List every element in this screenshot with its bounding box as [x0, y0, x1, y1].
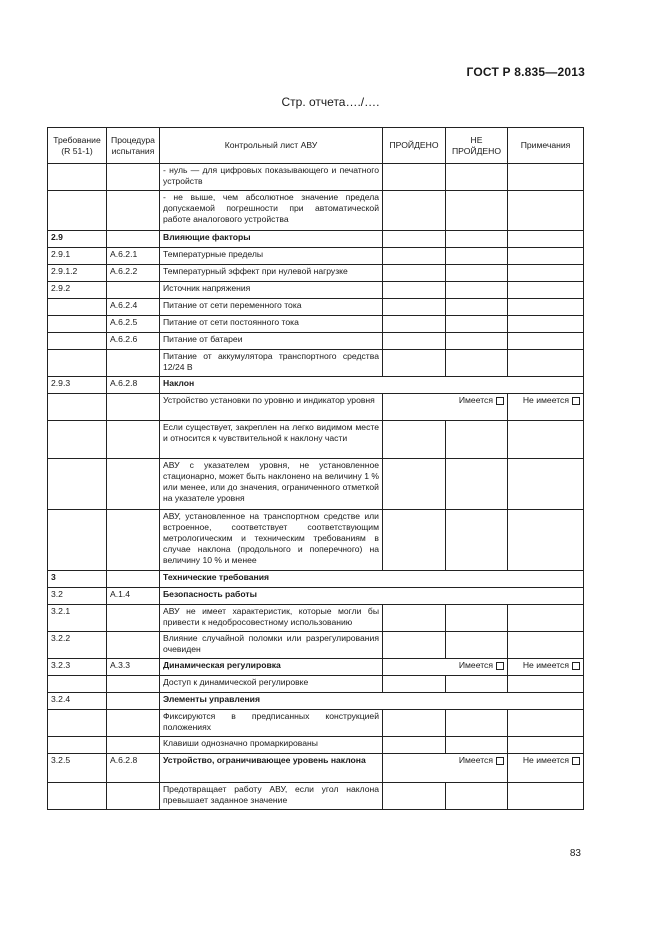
proc-cell — [107, 164, 160, 191]
proc-cell: A.6.2.8 — [107, 754, 160, 783]
req-cell: 3.2.1 — [48, 605, 107, 632]
col-failed: НЕ ПРОЙДЕНО — [446, 128, 508, 164]
req-cell — [48, 191, 107, 231]
proc-cell — [107, 231, 160, 248]
passed-cell[interactable] — [383, 191, 446, 231]
notes-cell[interactable] — [508, 316, 584, 333]
notes-cell[interactable] — [508, 265, 584, 282]
notes-cell[interactable] — [508, 510, 584, 571]
passed-cell[interactable] — [383, 783, 446, 810]
checklist-item: Источник напряжения — [160, 282, 383, 299]
req-cell — [48, 783, 107, 810]
failed-cell[interactable] — [446, 164, 508, 191]
checklist-item: Предотвращает работу АВУ, если угол наклона превышает заданное значение — [160, 783, 383, 810]
req-cell: 2.9 — [48, 231, 107, 248]
notes-cell[interactable] — [508, 421, 584, 459]
proc-cell — [107, 737, 160, 754]
absent-option[interactable] — [508, 754, 584, 783]
checklist-item: Питание от аккумулятора транспортного средства 12/24 В — [160, 350, 383, 377]
proc-cell — [107, 710, 160, 737]
passed-cell[interactable] — [383, 605, 446, 632]
failed-cell[interactable] — [446, 421, 508, 459]
failed-cell[interactable] — [446, 737, 508, 754]
table-row — [48, 693, 584, 710]
notes-cell[interactable] — [508, 333, 584, 350]
notes-cell[interactable] — [508, 632, 584, 659]
checklist-item: Устройство установки по уровню и индикатор уровня — [160, 394, 383, 421]
absent-label: Не имеется — [522, 660, 569, 670]
failed-cell[interactable] — [446, 510, 508, 571]
failed-cell[interactable] — [446, 459, 508, 510]
req-cell — [48, 394, 107, 421]
proc-cell — [107, 693, 160, 710]
table-row — [48, 333, 584, 350]
checkbox-icon[interactable] — [496, 662, 504, 670]
notes-cell[interactable] — [508, 282, 584, 299]
absent-option[interactable] — [508, 394, 584, 421]
proc-cell: A.6.2.1 — [107, 248, 160, 265]
req-cell: 2.9.1.2 — [48, 265, 107, 282]
table-row — [48, 459, 584, 510]
req-cell: 3 — [48, 571, 107, 588]
req-cell: 3.2.3 — [48, 659, 107, 676]
table-row — [48, 191, 584, 231]
table-row — [48, 265, 584, 282]
notes-cell[interactable] — [508, 299, 584, 316]
report-page-counter: Стр. отчета…./…. — [281, 95, 380, 109]
checklist-item: Питание от батареи — [160, 333, 383, 350]
notes-cell[interactable] — [508, 737, 584, 754]
table-row — [48, 164, 584, 191]
proc-cell: A.6.2.8 — [107, 377, 160, 394]
present-option[interactable] — [383, 394, 508, 421]
notes-cell[interactable] — [508, 164, 584, 191]
table-row — [48, 676, 584, 693]
checklist-item: Фиксируются в предписанных конструкцией положениях — [160, 710, 383, 737]
table-row — [48, 231, 584, 248]
passed-cell[interactable] — [383, 676, 446, 693]
table-row — [48, 299, 584, 316]
failed-cell[interactable] — [446, 248, 508, 265]
table-row — [48, 754, 584, 783]
proc-cell — [107, 783, 160, 810]
passed-cell[interactable] — [383, 459, 446, 510]
checklist-item: - нуль — для цифровых показывающего и печатного устройств — [160, 164, 383, 191]
checklist-item: Температурный эффект при нулевой нагрузке — [160, 265, 383, 282]
req-cell — [48, 316, 107, 333]
table-row — [48, 394, 584, 421]
absent-label: Не имеется — [522, 395, 569, 405]
passed-cell[interactable] — [383, 316, 446, 333]
passed-cell[interactable] — [383, 299, 446, 316]
notes-cell[interactable] — [508, 191, 584, 231]
passed-cell[interactable] — [383, 737, 446, 754]
table-row — [48, 783, 584, 810]
checklist-item: Температурные пределы — [160, 248, 383, 265]
checklist-item: - не выше, чем абсолютное значение предела допускаемой погрешности при автоматической работе аналогового устройства — [160, 191, 383, 231]
notes-cell[interactable] — [508, 783, 584, 810]
passed-cell[interactable] — [383, 282, 446, 299]
failed-cell[interactable] — [446, 350, 508, 377]
checklist-item: Влияние случайной поломки или разрегулирования очевиден — [160, 632, 383, 659]
failed-cell[interactable] — [446, 710, 508, 737]
table-row — [48, 316, 584, 333]
table-row — [48, 421, 584, 459]
proc-cell — [107, 510, 160, 571]
passed-cell[interactable] — [383, 231, 446, 248]
table-row — [48, 588, 584, 605]
table-row — [48, 282, 584, 299]
req-cell — [48, 164, 107, 191]
req-cell: 2.9.1 — [48, 248, 107, 265]
notes-cell[interactable] — [508, 676, 584, 693]
req-cell — [48, 350, 107, 377]
proc-cell — [107, 282, 160, 299]
col-procedure: Процедура испытания — [107, 128, 160, 164]
checkbox-icon[interactable] — [496, 397, 504, 405]
checklist-section: Элементы управления — [160, 693, 584, 710]
table-row — [48, 510, 584, 571]
table-header-row — [48, 128, 584, 164]
notes-cell[interactable] — [508, 248, 584, 265]
failed-cell[interactable] — [446, 605, 508, 632]
table-row — [48, 248, 584, 265]
req-cell: 3.2.5 — [48, 754, 107, 783]
page-number: 83 — [569, 848, 581, 859]
checkbox-icon[interactable] — [572, 757, 580, 765]
proc-cell — [107, 394, 160, 421]
notes-cell[interactable] — [508, 231, 584, 248]
passed-cell[interactable] — [383, 632, 446, 659]
passed-cell[interactable] — [383, 510, 446, 571]
req-cell — [48, 737, 107, 754]
checklist-section: Наклон — [160, 377, 584, 394]
passed-cell[interactable] — [383, 248, 446, 265]
notes-cell[interactable] — [508, 459, 584, 510]
table-row — [48, 377, 584, 394]
proc-cell — [107, 191, 160, 231]
table-row — [48, 571, 584, 588]
req-cell: 3.2.4 — [48, 693, 107, 710]
proc-cell: A.6.2.6 — [107, 333, 160, 350]
failed-cell[interactable] — [446, 191, 508, 231]
checklist-section: Динамическая регулировка — [160, 659, 383, 676]
checklist-table — [47, 127, 584, 810]
proc-cell: A.3.3 — [107, 659, 160, 676]
col-checklist: Контрольный лист АВУ — [160, 128, 383, 164]
proc-cell — [107, 605, 160, 632]
req-cell — [48, 299, 107, 316]
col-passed: ПРОЙДЕНО — [383, 128, 446, 164]
absent-option[interactable] — [508, 659, 584, 676]
table-row — [48, 350, 584, 377]
req-cell: 2.9.2 — [48, 282, 107, 299]
checklist-item: АВУ не имеет характеристик, которые могли бы привести к недобросовестному использованию — [160, 605, 383, 632]
passed-cell[interactable] — [383, 164, 446, 191]
checklist-section: Технические требования — [160, 571, 584, 588]
proc-cell: A.1.4 — [107, 588, 160, 605]
req-cell — [48, 676, 107, 693]
notes-cell[interactable] — [508, 350, 584, 377]
req-cell: 3.2 — [48, 588, 107, 605]
req-cell — [48, 510, 107, 571]
checklist-item: Клавиши однозначно промаркированы — [160, 737, 383, 754]
passed-cell[interactable] — [383, 710, 446, 737]
checklist-item: Питание от сети переменного тока — [160, 299, 383, 316]
present-label: Имеется — [458, 755, 493, 765]
table-row — [48, 737, 584, 754]
proc-cell — [107, 421, 160, 459]
checklist-section: Влияющие факторы — [160, 231, 383, 248]
proc-cell — [107, 632, 160, 659]
passed-cell[interactable] — [383, 421, 446, 459]
failed-cell[interactable] — [446, 316, 508, 333]
failed-cell[interactable] — [446, 282, 508, 299]
proc-cell: A.6.2.2 — [107, 265, 160, 282]
checklist-item: Если существует, закреплен на легко видимом месте и относится к чувствительной к наклону части — [160, 421, 383, 459]
present-option[interactable] — [383, 754, 508, 783]
absent-label: Не имеется — [522, 755, 569, 765]
checklist-item: Питание от сети постоянного тока — [160, 316, 383, 333]
failed-cell[interactable] — [446, 231, 508, 248]
table-row — [48, 659, 584, 676]
checklist-section: Устройство, ограничивающее уровень наклона — [160, 754, 383, 783]
checklist-item: Доступ к динамической регулировке — [160, 676, 383, 693]
table-row — [48, 710, 584, 737]
table-row — [48, 632, 584, 659]
req-cell: 3.2.2 — [48, 632, 107, 659]
notes-cell[interactable] — [508, 710, 584, 737]
present-option[interactable] — [383, 659, 508, 676]
proc-cell — [107, 571, 160, 588]
failed-cell[interactable] — [446, 783, 508, 810]
checkbox-icon[interactable] — [496, 757, 504, 765]
table-row — [48, 605, 584, 632]
proc-cell — [107, 350, 160, 377]
document-code: ГОСТ Р 8.835—2013 — [466, 65, 585, 79]
req-cell: 2.9.3 — [48, 377, 107, 394]
req-cell — [48, 459, 107, 510]
col-notes: Примечания — [508, 128, 584, 164]
col-requirement: Требование (R 51-1) — [48, 128, 107, 164]
failed-cell[interactable] — [446, 265, 508, 282]
checkbox-icon[interactable] — [572, 662, 580, 670]
proc-cell: A.6.2.4 — [107, 299, 160, 316]
notes-cell[interactable] — [508, 605, 584, 632]
failed-cell[interactable] — [446, 333, 508, 350]
checklist-item: АВУ с указателем уровня, не установленное стационарно, может быть наклонено на величину 1 % или менее, или до значения, ограниченного отметкой на указателе уровня — [160, 459, 383, 510]
failed-cell[interactable] — [446, 676, 508, 693]
failed-cell[interactable] — [446, 632, 508, 659]
req-cell — [48, 421, 107, 459]
present-label: Имеется — [458, 660, 493, 670]
failed-cell[interactable] — [446, 299, 508, 316]
passed-cell[interactable] — [383, 350, 446, 377]
proc-cell — [107, 459, 160, 510]
checklist-item: АВУ, установленное на транспортном средстве или встроенное, соответствует соответствующим метрологическим и техническим требованиям в случае наклона (продольного и поперечного) на величину 10 % и менее — [160, 510, 383, 571]
req-cell — [48, 710, 107, 737]
passed-cell[interactable] — [383, 333, 446, 350]
passed-cell[interactable] — [383, 265, 446, 282]
proc-cell — [107, 676, 160, 693]
checkbox-icon[interactable] — [572, 397, 580, 405]
proc-cell: A.6.2.5 — [107, 316, 160, 333]
req-cell — [48, 333, 107, 350]
checklist-section: Безопасность работы — [160, 588, 584, 605]
present-label: Имеется — [458, 395, 493, 405]
